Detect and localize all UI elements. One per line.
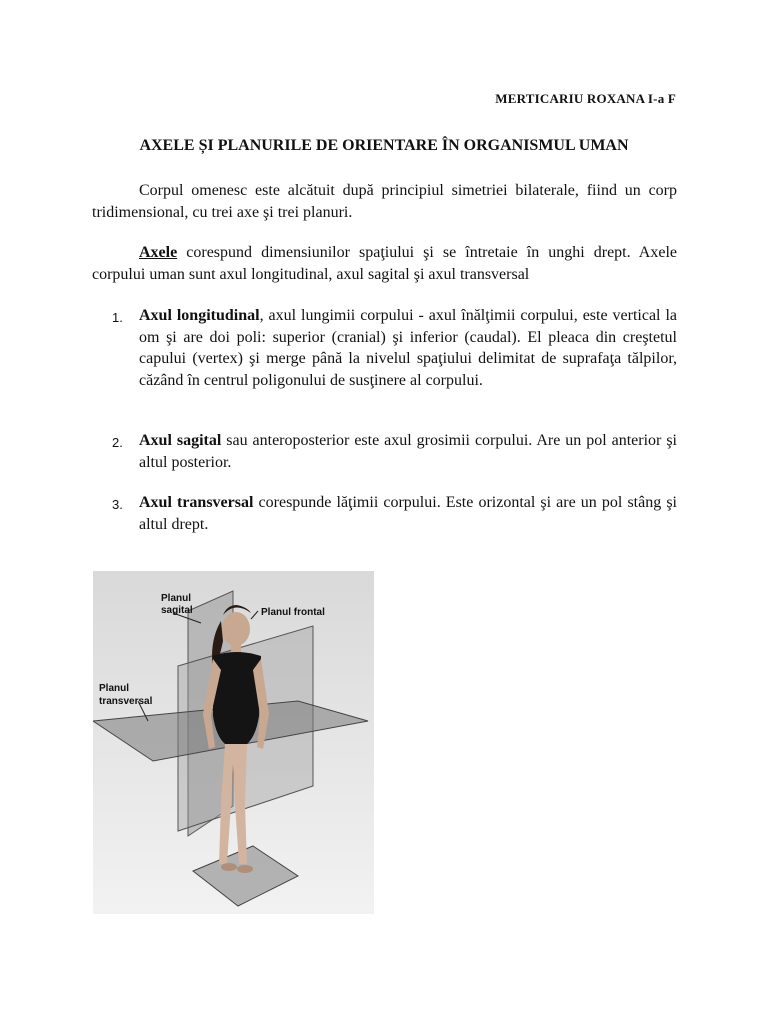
page-title: AXELE ȘI PLANURILE DE ORIENTARE ÎN ORGANISMUL UMAN xyxy=(139,137,629,154)
list-term: Axul transversal xyxy=(139,494,254,511)
list-text: sau anteroposterior este axul grosimii corpului. Are un pol anterior şi altul posterior. xyxy=(139,432,677,471)
label-transversal-line1: Planul xyxy=(99,683,130,694)
label-sagital-line1: Planul xyxy=(161,593,192,604)
axes-paragraph xyxy=(92,242,677,285)
axes-term: Axele xyxy=(139,244,178,261)
list-text: , axul lungimii corpului - axul înălţimii corpului, este vertical la om şi are doi poli: superior (cranial) şi inferior (caudal). El pleaca din creştetul capului (vertex) şi merge până la nivelul spaţiului delimitat de suprafaţa tălpilor, căzând în centrul poligonului de susţinere al corpului. xyxy=(139,307,677,389)
list-text: corespunde lăţimii corpului. Este orizontal şi are un pol stâng şi altul drept. xyxy=(139,494,678,533)
body-planes-figure xyxy=(93,571,374,914)
list-number: 2. xyxy=(112,435,123,450)
list-item xyxy=(92,430,677,473)
intro-paragraph: Corpul omenesc este alcătuit după principiul simetriei bilaterale, fiind un corp tridimensional, cu trei axe şi trei planuri. xyxy=(92,182,677,221)
axes-text: corespund dimensiunilor spaţiului şi se întretaie în unghi drept. Axele corpului uman sunt axul longitudinal, axul sagital şi axul transversal xyxy=(92,244,677,283)
label-transversal-line2: transversal xyxy=(99,696,153,707)
list-item xyxy=(92,305,677,391)
list-item xyxy=(92,492,677,535)
list-number: 3. xyxy=(112,497,123,512)
author-name: MERTICARIU ROXANA I-a F xyxy=(495,91,676,106)
list-term: Axul sagital xyxy=(139,432,222,449)
label-sagital-line2: sagital xyxy=(161,605,193,616)
list-number: 1. xyxy=(112,310,123,325)
list-term: Axul longitudinal xyxy=(139,307,260,324)
label-frontal: Planul frontal xyxy=(261,607,325,618)
body-planes-illustration xyxy=(93,571,374,914)
